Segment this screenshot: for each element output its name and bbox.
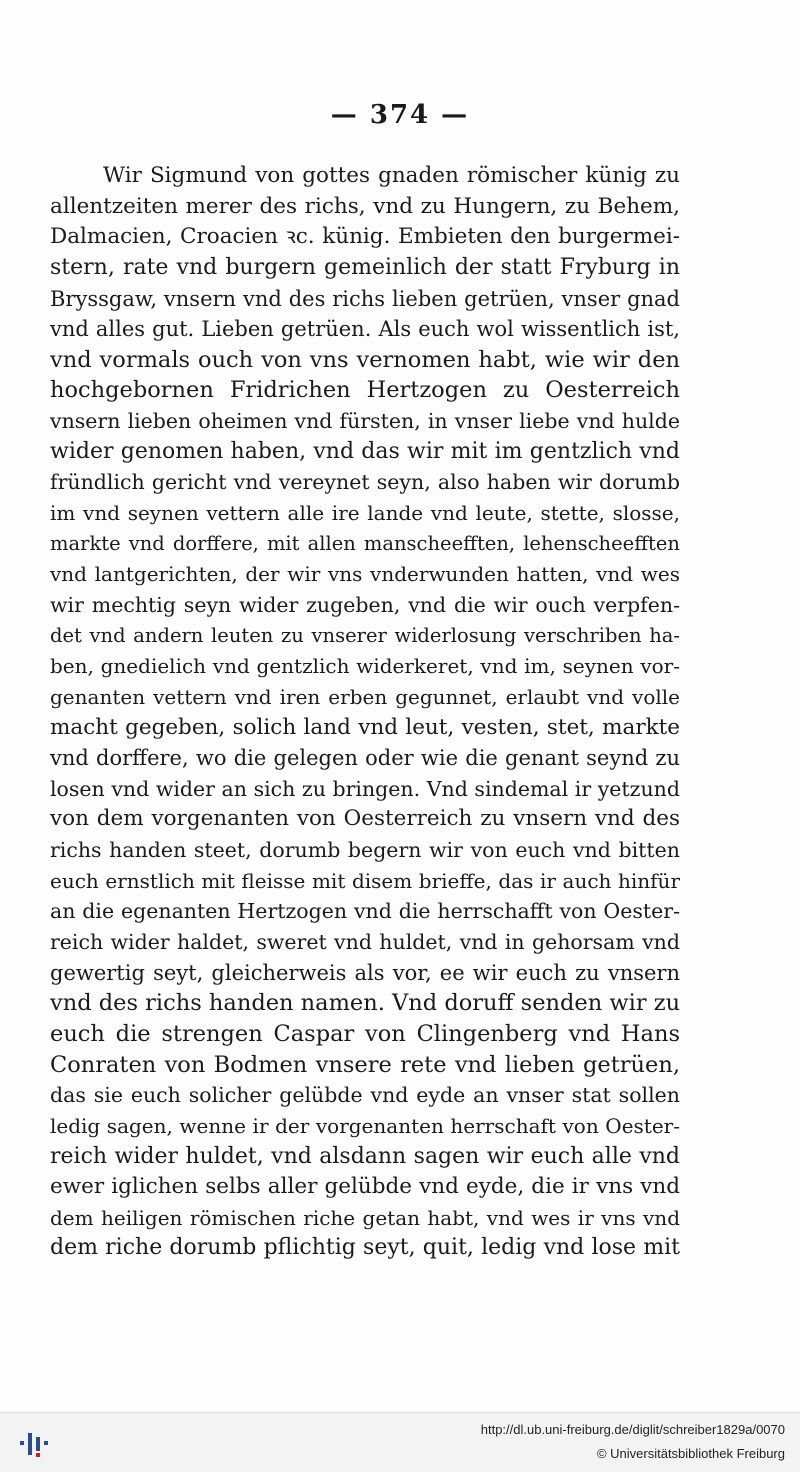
text-line: Dalmacien, Croacien ꝛc. künig. Embieten den burgermei-	[50, 224, 680, 250]
text-line: euch die strengen Caspar von Clingenberg vnd Hans	[50, 1020, 680, 1047]
text-line: euch ernstlich mit fleisse mit disem brieffe, das ir auch hinfür	[50, 868, 680, 893]
text-line: fründlich gericht vnd vereynet seyn, also haben wir dorumb	[50, 470, 680, 495]
text-line: ledig sagen, wenne ir der vorgenanten herrschaft von Oester-	[50, 1113, 680, 1138]
text-line: an die egenanten Hertzogen vnd die herrschafft von Oester-	[50, 899, 680, 924]
body-text	[50, 161, 680, 1264]
text-line: hochgebornen Fridrichen Hertzogen zu Oesterreich	[50, 377, 680, 404]
text-line: Conraten von Bodmen vnsere rete vnd lieben getrüen,	[50, 1051, 680, 1078]
text-line: wir mechtig seyn wider zugeben, vnd die wir ouch verpfen-	[50, 592, 680, 617]
text-line: richs handen steet, dorumb begern wir von euch vnd bitten	[50, 838, 680, 863]
text-line: gewertig seyt, gleicherweis als vor, ee wir euch zu vnsern	[50, 960, 680, 985]
text-line: macht gegeben, solich land vnd leut, vesten, stet, markte	[50, 714, 680, 740]
text-line: dem heiligen römischen riche getan habt, vnd wes ir vns vnd	[50, 1205, 680, 1230]
text-line: ewer iglichen selbs aller gelübde vnd eyde, die ir vns vnd	[50, 1174, 680, 1200]
text-line: losen vnd wider an sich zu bringen. Vnd sindemal ir yetzund	[50, 776, 680, 801]
text-line: ben, gnedielich vnd gentzlich widerkeret, vnd im, seynen vor-	[50, 654, 680, 679]
text-line: vnsern lieben oheimen vnd fürsten, in vnser liebe vnd hulde	[50, 409, 680, 434]
text-line: stern, rate vnd burgern gemeinlich der statt Fryburg in	[50, 254, 680, 280]
text-line: Wir Sigmund von gottes gnaden römischer künig zu	[103, 163, 680, 188]
text-line: im vnd seynen vettern alle ire lande vnd leute, stette, slosse,	[50, 501, 680, 526]
university-library-logo-icon	[14, 1423, 54, 1463]
text-line: von dem vorgenanten von Oesterreich zu vnsern vnd des	[50, 806, 680, 832]
footer-bar	[0, 1412, 800, 1472]
page-number: — 374 —	[330, 100, 470, 130]
text-line: dem riche dorumb pflichtig seyt, quit, ledig vnd lose mit	[50, 1235, 680, 1261]
footer-copyright: © Universitätsbibliothek Freiburg	[596, 1446, 785, 1461]
text-line: vnd lantgerichten, der wir vns vnderwunden hatten, vnd wes	[50, 562, 680, 587]
text-line: wider genomen haben, vnd das wir mit im gentzlich vnd	[50, 438, 680, 464]
text-line: reich wider huldet, vnd alsdann sagen wir euch alle vnd	[50, 1143, 680, 1169]
text-line: det vnd andern leuten zu vnserer widerlosung verschriben ha-	[50, 623, 680, 647]
text-line: vnd des richs handen namen. Vnd doruff senden wir zu	[50, 990, 680, 1017]
text-line: Bryssgaw, vnsern vnd des richs lieben getrüen, vnser gnad	[50, 286, 680, 311]
text-line: vnd dorffere, wo die gelegen oder wie die genant seynd zu	[50, 746, 680, 771]
footer-url-link[interactable]: http://dl.ub.uni-freiburg.de/diglit/schreiber1829a/0070	[480, 1422, 785, 1437]
text-line: allentzeiten merer des richs, vnd zu Hungern, zu Behem,	[50, 193, 680, 219]
text-line: reich wider haldet, sweret vnd huldet, vnd in gehorsam vnd	[50, 930, 680, 955]
text-line: markte vnd dorffere, mit allen manscheefften, lehenscheefften	[50, 531, 680, 555]
text-line: genanten vettern vnd iren erben gegunnet, erlaubt vnd volle	[50, 684, 680, 709]
text-line: vnd alles gut. Lieben getrüen. Als euch wol wissentlich ist,	[50, 317, 680, 342]
text-line: das sie euch solicher gelübde vnd eyde an vnser stat sollen	[50, 1083, 680, 1108]
text-line: vnd vormals ouch von vns vernomen habt, wie wir den	[50, 346, 680, 373]
